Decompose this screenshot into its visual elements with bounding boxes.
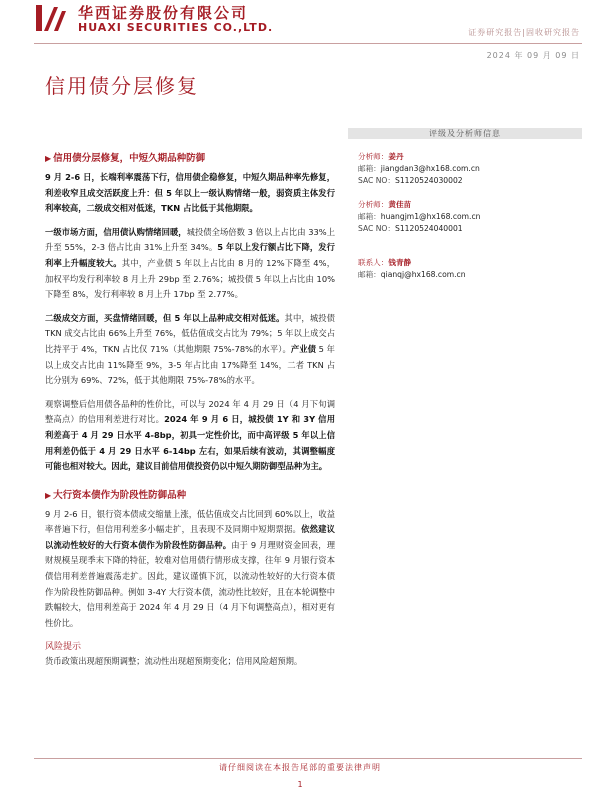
section-heading-text: 信用债分层修复，中短久期品种防御 (53, 153, 206, 164)
risk-text: 货币政策出现超预期调整；流动性出现超预期变化；信用风险超预期。 (45, 656, 303, 667)
main-content (45, 150, 335, 670)
text-run: 由于 9 月理财资金回表，理财规模呈现季末下降的特征，较难对信用债行情形成支撑，往年 9 月银行资本债信用利差普遍震荡走扩。因此，建议谨慎下沉，以流动性较好的大行资本债作为阶段性防御品种。例如 3-4Y 大行资本债，流动性比较好，且在本轮调整中跌幅较大，信用利差高于 2024 年 4 月 29 日（4 月下旬调整高点），相对更有性价比。 (45, 539, 335, 628)
analyst-role-line (358, 199, 582, 211)
body-paragraph (45, 225, 335, 303)
bold-text: 一级市场方面，信用债认购情绪回暖， (45, 226, 187, 237)
report-type: 证券研究报告|固收研究报告 (468, 28, 580, 37)
analyst-name: 姜丹 (388, 152, 404, 161)
analyst-role-line (358, 151, 582, 163)
company-name-en: HUAXI SECURITIES CO.,LTD. (78, 21, 274, 34)
page-number: 1 (297, 780, 303, 789)
analyst-email[interactable]: jiangdan3@hx168.com.cn (380, 164, 480, 173)
triangle-bullet-icon: ▶ (45, 154, 52, 163)
text-run: 观察调整后信用债各品种的性价比，可以与 2024 年 4 月 29 日（4 月下旬调整高点）的信用利差进行对比。 (45, 398, 335, 425)
body-paragraph (45, 170, 335, 217)
email-label: 邮箱： (358, 164, 381, 173)
company-logo-icon (34, 3, 70, 33)
section-heading (45, 150, 335, 164)
bold-text: 依然建议以流动性较好的大行资本债作为阶段性防御品种。 (45, 524, 335, 550)
text-run: 其中，产业债 5 年以上占比由 8 月的 12%下降至 4%，加权平均发行利率较 8 月上升 29bp 至 2.76%；城投债 5 年以上占比由 10%下降至 8%，发行利率较 8 月上升 17bp 至 2.77%。 (45, 257, 335, 300)
email-label: 邮箱： (358, 212, 381, 221)
bold-text: 9 月 2-6 日，长端利率震荡下行，信用债企稳修复，中短久期品种率先修复，利差收窄且成交活跃度上升：但 5 年以上一级认购情绪一般，弱资质主体发行利率较高，二级成交相对低迷，TKN 占比低于其他期限。 (45, 172, 335, 214)
analyst-card (358, 199, 582, 235)
bold-text: 2024 年 9 月 6 日，城投债 1Y 和 3Y 信用利差高于 4 月 29 日水平 4-8bp，初具一定性价比，而中高评级 5 年以上信用利差仍低于 4 月 29 日水平 6-14bp 左右，如果后续有波动，其调整幅度可能也相对较大。因此，建议目前信用债投资仍以中短久期防御型品种为主。 (45, 414, 335, 472)
analyst-email-line (358, 269, 582, 281)
risk-heading: 风险提示 (45, 642, 82, 653)
analyst-name: 黄佳苗 (388, 200, 412, 209)
text-run: 城投债全场倍数 3 倍以上占比由 33%上升至 55%，2-3 倍占比由 31%上升至 34%。 (45, 226, 335, 253)
analyst-sac-line (358, 175, 582, 187)
analyst-role: 联系人： (358, 258, 389, 267)
sac-label: SAC NO： (358, 176, 395, 185)
text-run: 其中，城投债 TKN 成交占比由 66%上升至 76%，低估值成交占比为 79%；5 年以上成交占比持平于 4%，TKN 占比仅 71%（其他期限 75%-78%的水平）。 (45, 312, 335, 354)
analyst-email-line (358, 163, 582, 175)
analyst-card (358, 257, 582, 281)
report-date: 2024 年 09 月 09 日 (486, 51, 580, 60)
report-title: 信用债分层修复 (45, 74, 199, 98)
section-heading (45, 487, 335, 501)
analyst-sidebar (348, 128, 582, 281)
sidebar-heading: 评级及分析师信息 (348, 128, 582, 139)
bold-text: 5 年以上发行额占比下降，发行利率上升幅度较大。 (45, 242, 335, 268)
legal-notice: 请仔细阅读在本报告尾部的重要法律声明 (219, 763, 381, 772)
text-run: 5 年以上成交占比由 11%降至 9%，3-5 年占比由 17%降至 14%，二者 TKN 占比分别为 69%、72%，低于其他期限 75%-78%的水平。 (45, 343, 335, 386)
body-paragraph (45, 311, 335, 389)
section-heading-text: 大行资本债作为阶段性防御品种 (53, 489, 187, 501)
analyst-card (358, 151, 582, 187)
bold-text: 二级成交方面，买盘情绪回暖，但 5 年以上品种成交相对低迷。 (45, 312, 285, 323)
bold-text: 产业债 (290, 343, 316, 354)
analyst-name: 钱青静 (388, 258, 412, 267)
analyst-email[interactable]: qianqj@hx168.com.cn (380, 270, 466, 279)
body-paragraph (45, 397, 335, 475)
sac-label: SAC NO： (358, 224, 395, 233)
header-divider (34, 43, 582, 44)
body-paragraph (45, 507, 335, 632)
email-label: 邮箱： (358, 270, 381, 279)
analyst-email[interactable]: huangjm1@hx168.com.cn (380, 212, 481, 221)
footer-divider (34, 758, 582, 759)
analyst-role: 分析师： (358, 200, 389, 209)
text-run: 9 月 2-6 日，银行资本债成交缩量上涨，低估值成交占比回到 60%以上，收益率普遍下行，但信用利差多小幅走扩，且表现不及同期中短期票据。 (45, 508, 335, 535)
company-name-cn: 华西证券股份有限公司 (78, 4, 249, 22)
triangle-bullet-icon: ▶ (45, 490, 52, 500)
sac-number: S1120524030002 (395, 176, 463, 185)
analyst-sac-line (358, 223, 582, 235)
analyst-email-line (358, 211, 582, 223)
analyst-role: 分析师： (358, 152, 389, 161)
sac-number: S1120524040001 (395, 224, 463, 233)
analyst-role-line (358, 257, 582, 269)
